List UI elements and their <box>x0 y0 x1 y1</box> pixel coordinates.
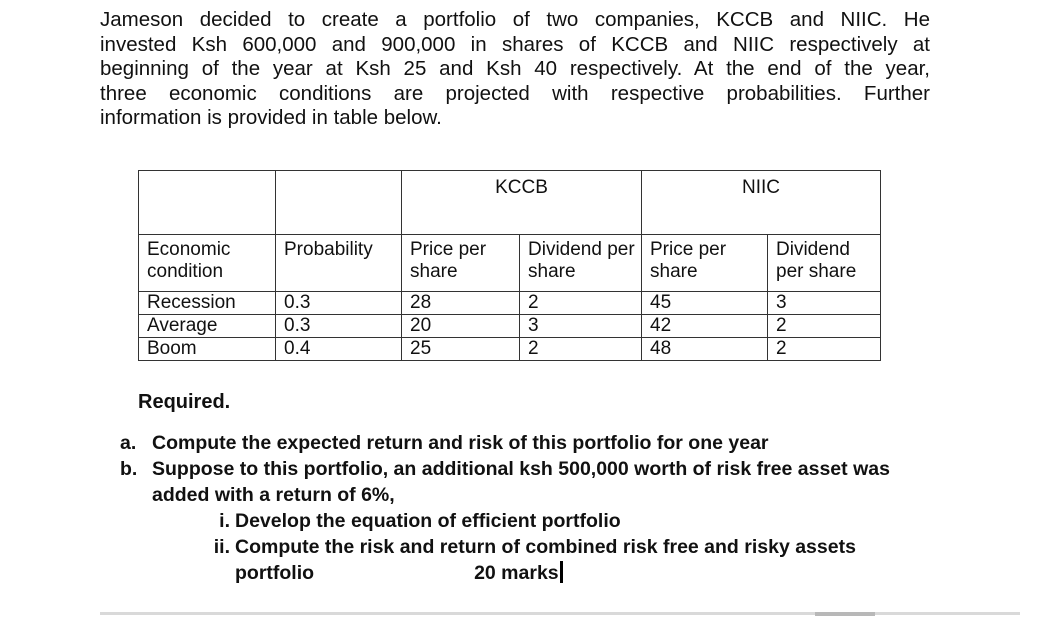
column-header: Dividend per share <box>520 235 642 292</box>
table-cell: 2 <box>520 292 642 315</box>
table-cell: 45 <box>642 292 768 315</box>
text-cursor <box>560 561 563 583</box>
intro-line: information is provided in table below. <box>100 106 442 129</box>
data-table <box>138 170 881 361</box>
intro-line: Jameson decided to create a portfolio of two companies, KCCB and NIIC. He <box>100 8 930 31</box>
table-cell: 2 <box>520 338 642 361</box>
table-cell: Average <box>139 315 276 338</box>
table-cell: 3 <box>768 292 881 315</box>
item-text: Compute the expected return and risk of this portfolio for one year <box>152 432 769 454</box>
table-cell: 2 <box>768 338 881 361</box>
subitem-marker: ii. <box>213 536 230 558</box>
table-header-row <box>139 235 881 292</box>
required-heading: Required. <box>138 391 231 413</box>
item-marker: a. <box>120 432 137 454</box>
table-cell: Boom <box>139 338 276 361</box>
table-cell: 28 <box>402 292 520 315</box>
table-cell: 0.3 <box>276 292 402 315</box>
subitem-marker: i. <box>219 510 230 532</box>
marks-label: 20 marks <box>474 562 559 584</box>
intro-line: three economic conditions are projected with respective probabilities. Further <box>100 81 930 105</box>
question-subitem-ii <box>120 534 920 586</box>
table-row <box>139 292 881 315</box>
column-header: Economic condition <box>139 235 276 292</box>
subitem-text: Compute the risk and return of combined risk free and risky assets portfolio <box>235 536 856 584</box>
table-cell: 2 <box>768 315 881 338</box>
item-marker: b. <box>120 458 138 480</box>
table-cell: 3 <box>520 315 642 338</box>
table-cell: 48 <box>642 338 768 361</box>
column-header: Dividend per share <box>768 235 881 292</box>
table-row <box>139 315 881 338</box>
item-text: Suppose to this portfolio, an additional ksh 500,000 worth of risk free asset was added with a return of 6%, <box>152 458 890 506</box>
column-header: Probability <box>276 235 402 292</box>
table-row <box>139 338 881 361</box>
group-header-niic: NIIC <box>642 171 881 235</box>
question-item-b <box>120 456 920 508</box>
table-cell: Recession <box>139 292 276 315</box>
question-list <box>120 430 920 586</box>
scroll-indicator <box>815 612 875 616</box>
table-group-row <box>139 171 881 235</box>
column-header: Price per share <box>402 235 520 292</box>
column-header: Price per share <box>642 235 768 292</box>
table-cell <box>139 171 276 235</box>
table-cell: 42 <box>642 315 768 338</box>
question-item-a <box>120 430 920 456</box>
table-cell: 25 <box>402 338 520 361</box>
group-header-kccb: KCCB <box>402 171 642 235</box>
subitem-text: Develop the equation of efficient portfolio <box>235 510 621 532</box>
table-cell <box>276 171 402 235</box>
intro-line: beginning of the year at Ksh 25 and Ksh 40 respectively. At the end of the year, <box>100 57 930 80</box>
question-subitem-i <box>120 508 920 534</box>
page-divider <box>100 612 1020 615</box>
table-cell: 0.3 <box>276 315 402 338</box>
table-cell: 0.4 <box>276 338 402 361</box>
question-intro <box>100 8 930 131</box>
intro-line: invested Ksh 600,000 and 900,000 in shares of KCCB and NIIC respectively at <box>100 32 930 56</box>
table-cell: 20 <box>402 315 520 338</box>
